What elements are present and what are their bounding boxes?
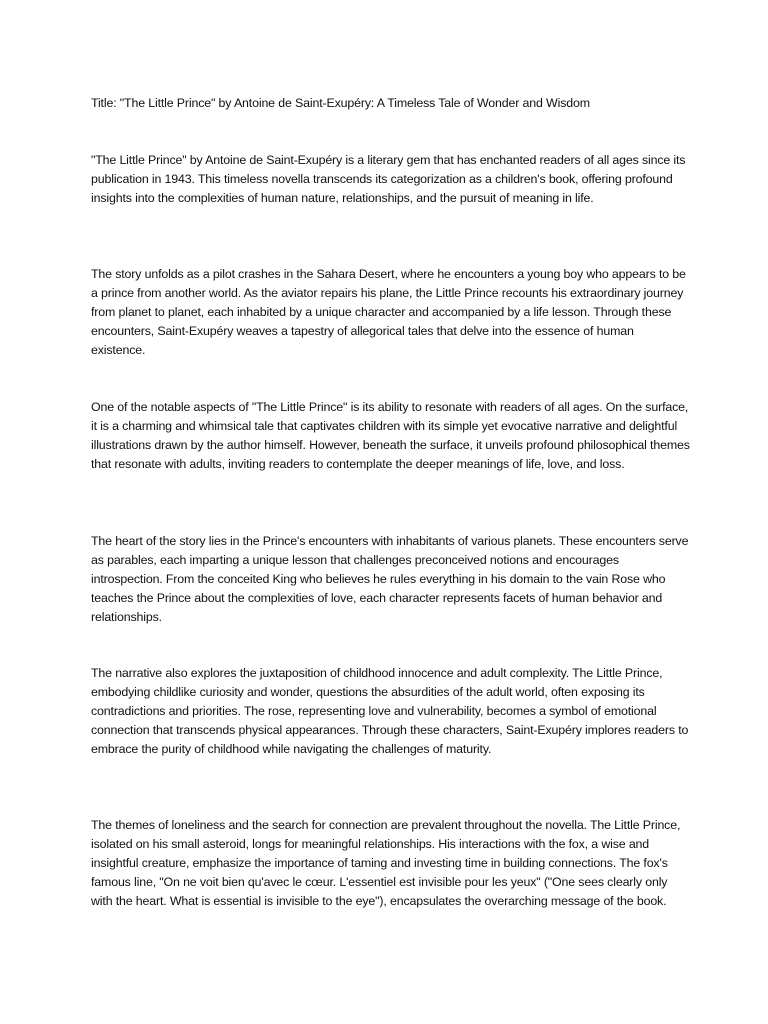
document-title: Title: "The Little Prince" by Antoine de Saint-Exupéry: A Timeless Tale of Wonder and Wisdom — [91, 96, 590, 110]
paragraph-loneliness: The themes of loneliness and the search for connection are prevalent throughout the novella. The Little Prince, isolated on his small asteroid, longs for meaningful relationships. His interactions with the fox, a wise and insightful creature, emphasize the importance of taming and investing time in building connections. The fox's famous line, "On ne voit bien qu'avec le cœur. L'essentiel est invisible pour les yeux" ("One sees clearly only with the heart. What is essential is invisible to the eye"), encapsulates the overarching message of the book. — [91, 818, 681, 908]
paragraph-innocence: The narrative also explores the juxtaposition of childhood innocence and adult complexity. The Little Prince, embodying childlike curiosity and wonder, questions the absurdities of the adult world, often exposing its contradictions and priorities. The rose, representing love and vulnerability, becomes a symbol of emotional connection that transcends physical appearances. Through these characters, Saint-Exupéry implores readers to embrace the purity of childhood while navigating the challenges of maturity. — [91, 666, 689, 756]
paragraph-intro: "The Little Prince" by Antoine de Saint-Exupéry is a literary gem that has enchanted readers of all ages since its publication in 1943. This timeless novella transcends its categorization as a children's book, offering profound insights into the complexities of human nature, relationships, and the pursuit of meaning in life. — [91, 153, 686, 205]
paragraph-resonance: One of the notable aspects of "The Little Prince" is its ability to resonate with readers of all ages. On the surface, it is a charming and whimsical tale that captivates children with its simple yet evocative narrative and delightful illustrations drawn by the author himself. However, beneath the surface, it unveils profound philosophical themes that resonate with adults, inviting readers to contemplate the deeper meanings of life, love, and loss. — [91, 400, 690, 471]
paragraph-encounters: The heart of the story lies in the Prince's encounters with inhabitants of various planets. These encounters serve as parables, each imparting a unique lesson that challenges preconceived notions and encourages introspection. From the conceited King who believes he rules everything in his domain to the vain Rose who teaches the Prince about the complexities of love, each character represents facets of human behavior and relationships. — [91, 534, 689, 624]
paragraph-story: The story unfolds as a pilot crashes in the Sahara Desert, where he encounters a young boy who appears to be a prince from another world. As the aviator repairs his plane, the Little Prince recounts his extraordinary journey from planet to planet, each inhabited by a unique character and accompanied by a life lesson. Through these encounters, Saint-Exupéry weaves a tapestry of allegorical tales that delve into the essence of human existence. — [91, 267, 686, 357]
